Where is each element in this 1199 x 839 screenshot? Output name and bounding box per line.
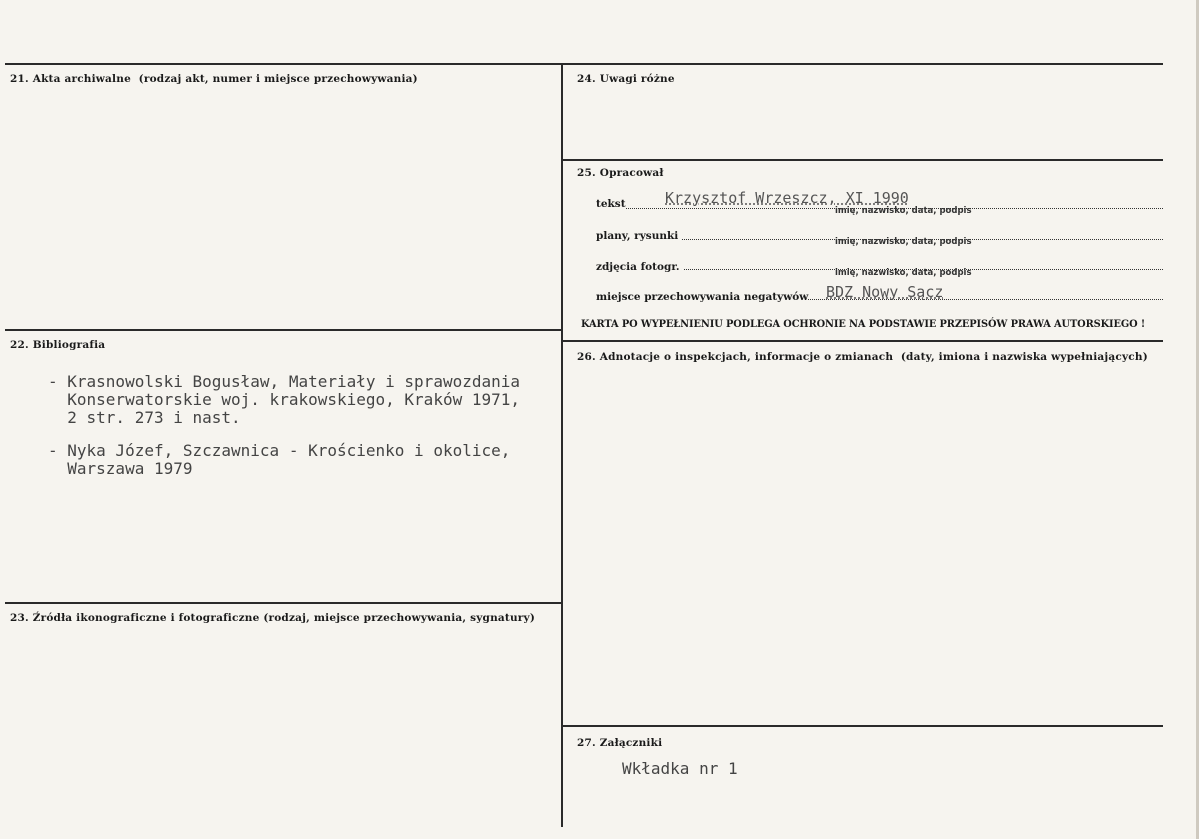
zdjecia-caption: imię, nazwisko, data, podpis xyxy=(835,268,972,278)
plany-label: plany, rysunki xyxy=(596,230,679,242)
section-22-label: 22. Bibliografia xyxy=(10,339,106,351)
rule-25-26 xyxy=(561,340,1163,342)
plany-caption: imię, nazwisko, data, podpis xyxy=(835,237,972,247)
section-26-subtitle: (daty, imiona i nazwiska wypełniających) xyxy=(900,351,1148,363)
center-divider xyxy=(561,63,563,827)
section-21-subtitle: (rodzaj akt, numer i miejsce przechowywania) xyxy=(138,73,418,85)
section-25-label: 25. Opracował xyxy=(577,167,664,179)
section-26-label xyxy=(577,351,1148,363)
bibliography-line: Konserwatorskie woj. krakowskiego, Kraków 1971, xyxy=(48,390,521,409)
section-23-label xyxy=(10,612,535,624)
bibliography-line: - Nyka Józef, Szczawnica - Krościenko i okolice, xyxy=(48,441,511,460)
section-26-title: 26. Adnotacje o inspekcjach, informacje o zmianach xyxy=(577,351,894,363)
copyright-notice: KARTA PO WYPEŁNIENIU PODLEGA OCHRONIE NA PODSTAWIE PRZEPISÓW PRAWA AUTORSKIEGO ! xyxy=(581,319,1146,330)
rule-26-27 xyxy=(561,725,1163,727)
rule-22-23 xyxy=(5,602,562,604)
section-24-label: 24. Uwagi różne xyxy=(577,73,675,85)
miejsce-value: BDZ Nowy Sącz xyxy=(826,283,944,301)
rule-21-22 xyxy=(5,329,562,331)
bibliography-line: 2 str. 273 i nast. xyxy=(48,408,241,427)
section-21-title: 21. Akta archiwalne xyxy=(10,73,131,85)
tekst-label: tekst xyxy=(596,198,626,210)
section-23-title: 23. Źródła ikonograficzne i fotograficzne xyxy=(10,612,260,624)
attachment-value: Wkładka nr 1 xyxy=(622,759,738,778)
top-rule xyxy=(5,63,1163,65)
bibliography-line: Warszawa 1979 xyxy=(48,459,193,478)
tekst-caption: imię, nazwisko, data, podpis xyxy=(835,206,972,216)
section-21-label xyxy=(10,73,418,85)
section-23-subtitle: (rodzaj, miejsce przechowywania, sygnatury) xyxy=(263,612,535,624)
bibliography-line: - Krasnowolski Bogusław, Materiały i sprawozdania xyxy=(48,372,521,391)
miejsce-label: miejsce przechowywania negatywów xyxy=(596,291,809,303)
tekst-value: Krzysztof Wrzeszcz, XI 1990 xyxy=(665,189,909,207)
section-27-label: 27. Załączniki xyxy=(577,737,663,749)
rule-24-25 xyxy=(561,159,1163,161)
zdjecia-label: zdjęcia fotogr. xyxy=(596,261,680,273)
